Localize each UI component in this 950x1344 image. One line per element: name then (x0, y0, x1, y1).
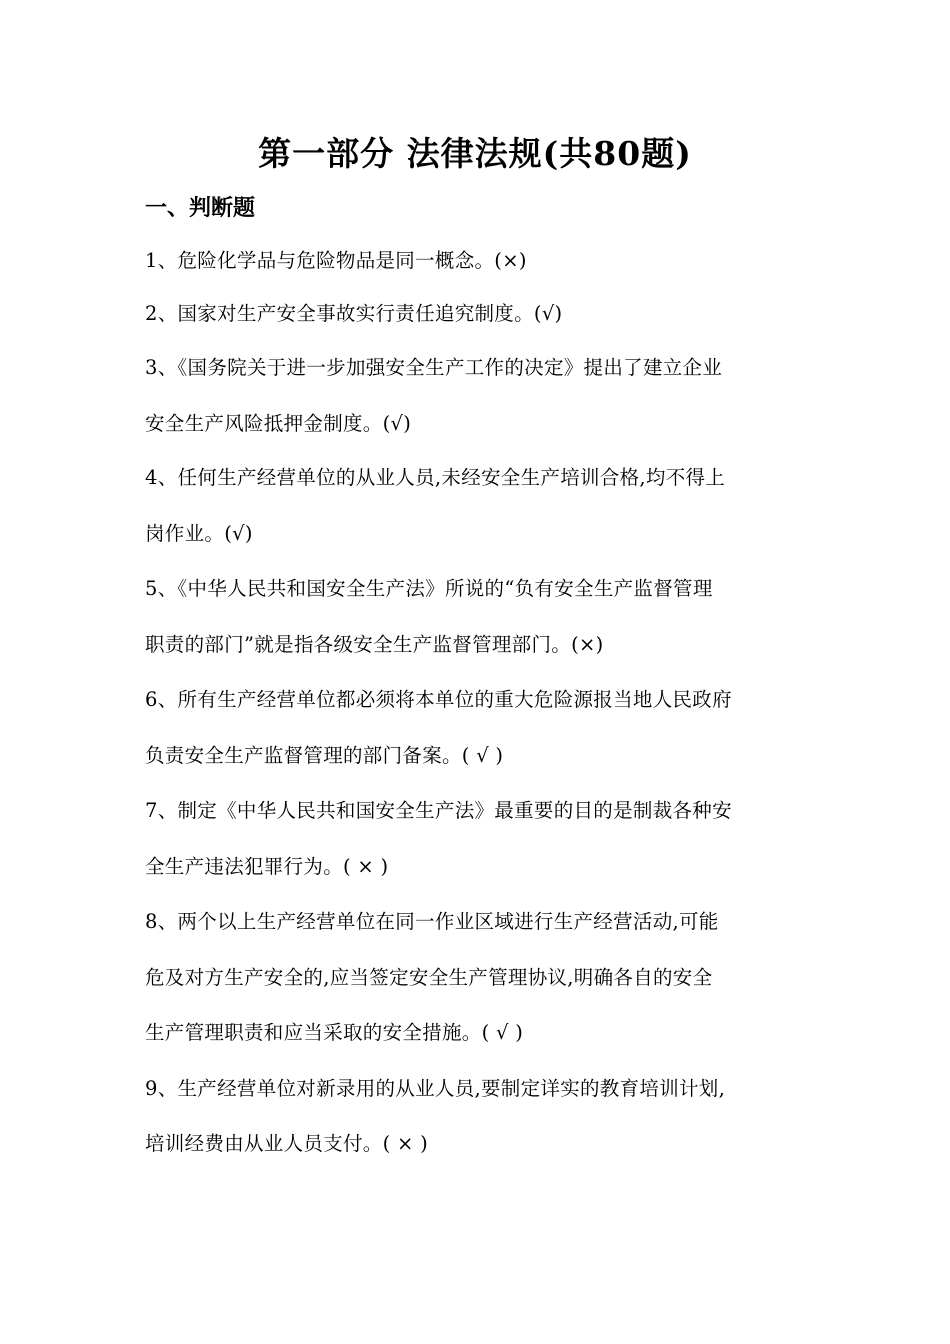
page-title: 第一部分 法律法规(共80题) (258, 134, 692, 173)
question-line-4-cont: 岗作业。(√) (145, 522, 253, 545)
question-line-8-cont-2: 生产管理职责和应当采取的安全措施。( √ ) (145, 1021, 524, 1044)
question-line-2: 2、国家对生产安全事故实行责任追究制度。(√) (145, 302, 563, 325)
question-line-3-cont: 安全生产风险抵押金制度。(√) (145, 412, 412, 435)
question-line-7: 7、制定《中华人民共和国安全生产法》最重要的目的是制裁各种安 (145, 799, 732, 822)
question-line-4: 4、任何生产经营单位的从业人员,未经安全生产培训合格,均不得上 (145, 466, 726, 489)
question-line-8: 8、两个以上生产经营单位在同一作业区域进行生产经营活动,可能 (145, 910, 719, 933)
question-line-7-cont: 全生产违法犯罪行为。( × ) (145, 855, 389, 878)
question-line-5-cont: 职责的部门”就是指各级安全生产监督管理部门。(×) (145, 633, 604, 656)
question-line-1: 1、危险化学品与危险物品是同一概念。(×) (145, 249, 527, 272)
section-heading: 一、判断题 (145, 195, 256, 221)
question-line-6: 6、所有生产经营单位都必须将本单位的重大危险源报当地人民政府 (145, 688, 732, 711)
question-line-8-cont: 危及对方生产安全的,应当签定安全生产管理协议,明确各自的安全 (145, 966, 713, 989)
question-line-5: 5、《中华人民共和国安全生产法》所说的“负有安全生产监督管理 (145, 577, 713, 600)
question-line-9-cont: 培训经费由从业人员支付。( × ) (145, 1132, 429, 1155)
question-line-6-cont: 负责安全生产监督管理的部门备案。( √ ) (145, 744, 504, 767)
question-line-9: 9、生产经营单位对新录用的从业人员,要制定详实的教育培训计划, (145, 1077, 726, 1100)
question-line-3: 3、《国务院关于进一步加强安全生产工作的决定》提出了建立企业 (145, 356, 723, 379)
